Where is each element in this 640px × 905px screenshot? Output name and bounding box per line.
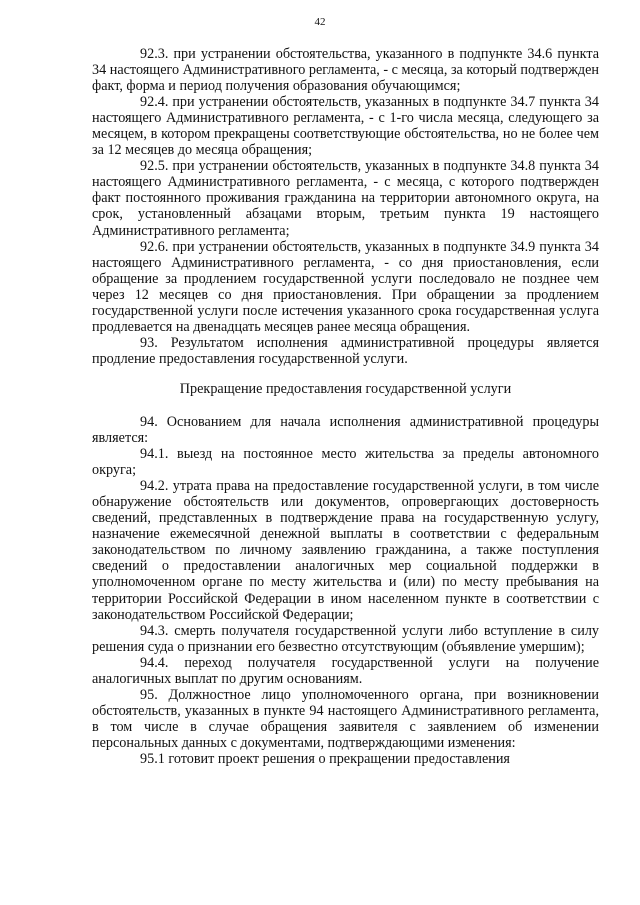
section-heading: Прекращение предоставления государственной услуги xyxy=(179,380,512,397)
paragraph-95: 95. Должностное лицо уполномоченного органа, при возникновении обстоятельств, указанных в пункте 94 настоящего Административного регламента, в том числе в случае обращения заявителя с заявлением об изменении персональных данных с документами, подтверждающими изменения: xyxy=(92,686,599,751)
paragraph-93: 93. Результатом исполнения административной процедуры является продление предоставления государственной услуги. xyxy=(92,334,599,367)
page-number: 42 xyxy=(314,16,326,28)
paragraph-94-3: 94.3. смерть получателя государственной услуги либо вступление в силу решения суда о признании его безвестно отсутствующим (объявление умершим); xyxy=(92,622,599,655)
paragraph-92-3: 92.3. при устранении обстоятельства, указанного в подпункте 34.6 пункта 34 настоящего Административного регламента, - с месяца, за который подтвержден факт, форма и период получения образования обучающимся; xyxy=(92,46,599,95)
paragraph-94-4: 94.4. переход получателя государственной услуги на получение аналогичных выплат по другим основаниям. xyxy=(92,654,599,687)
paragraph-92-5: 92.5. при устранении обстоятельств, указанных в подпункте 34.8 пункта 34 настоящего Административного регламента, - с месяца, с которого подтвержден факт постоянного проживания гражданина на территории автономного округа, на срок, установленный абзацами вторым, третьим пункта 19 настоящего Административного регламента; xyxy=(92,158,599,239)
paragraph-94-1: 94.1. выезд на постоянное место жительства за пределы автономного округа; xyxy=(92,446,599,479)
paragraph-94-2: 94.2. утрата права на предоставление государственной услуги, в том числе обнаружение обстоятельств или документов, опровергающих достоверность сведений, представленных в подтверждение права на государственную услугу, назначение ежемесячной денежной выплаты в соответствии с федеральным законодательством по личному заявлению гражданина, а также поступления сведений о предоставлении аналогичных мер социальной поддержки в уполномоченном органе по месту жительства и (или) по месту пребывания на территории Российской Федерации в ином населенном пункте в соответствии с законодательством Российской Федерации; xyxy=(92,478,599,623)
document-body xyxy=(92,46,599,767)
paragraph-92-6: 92.6. при устранении обстоятельств, указанных в подпункте 34.9 пункта 34 настоящего Административного регламента, - со дня приостановления, если обращение за продлением государственной услуги последовало не позднее чем через 12 месяцев со дня приостановления. При обращении за продлением государственной услуги после истечения указанного срока государственная услуга продлевается на двенадцать месяцев ранее месяца обращения. xyxy=(92,238,599,335)
paragraph-95-1: 95.1 готовит проект решения о прекращении предоставления xyxy=(140,750,510,767)
paragraph-92-4: 92.4. при устранении обстоятельств, указанных в подпункте 34.7 пункта 34 настоящего Административного регламента, - с 1-го числа месяца, следующего за месяцем, в котором прекращены соответствующие обстоятельства, но не более чем за 12 месяцев до месяца обращения; xyxy=(92,94,599,159)
paragraph-94: 94. Основанием для начала исполнения административной процедуры является: xyxy=(92,413,599,447)
